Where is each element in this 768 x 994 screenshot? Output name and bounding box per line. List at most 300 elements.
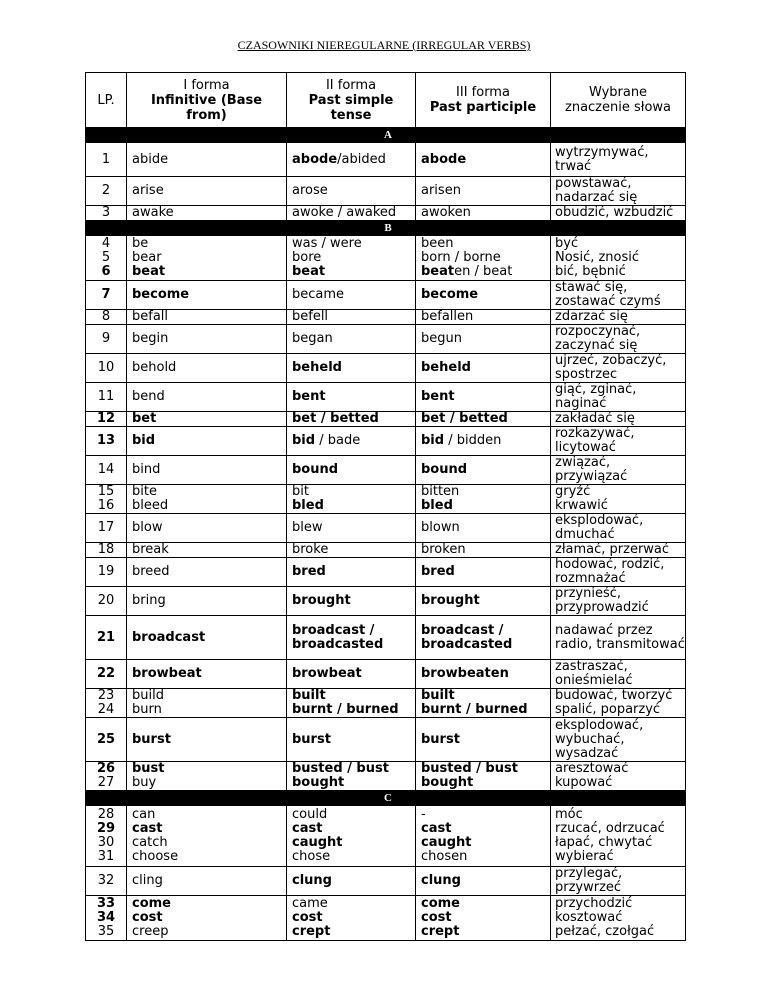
meaning-text: przylegać, przywrzeć bbox=[555, 866, 623, 895]
past-participle-cell bbox=[416, 354, 551, 383]
cell-text: 25 bbox=[96, 731, 116, 747]
cell-text: built bbox=[292, 688, 326, 703]
infinitive-cell bbox=[127, 896, 287, 941]
cell-text: 34 bbox=[96, 910, 116, 925]
row-number bbox=[86, 143, 127, 177]
past-participle-cell bbox=[416, 689, 551, 718]
cell-text: bred bbox=[421, 564, 455, 579]
table-body bbox=[86, 128, 686, 941]
cell-text: bear bbox=[132, 250, 162, 265]
meaning-text: pełzać, czołgać bbox=[555, 924, 655, 939]
row-number bbox=[86, 689, 127, 718]
past-participle-cell bbox=[416, 456, 551, 485]
meaning-text: wybierać bbox=[555, 849, 614, 864]
meaning-text: krwawić bbox=[555, 498, 608, 513]
cell-text: breed bbox=[132, 564, 170, 579]
cell-text: cost bbox=[421, 910, 452, 925]
cell-text: 13 bbox=[96, 433, 116, 448]
cell-text: 18 bbox=[97, 542, 115, 557]
cell-text: was / were bbox=[292, 236, 362, 251]
row-number bbox=[86, 325, 127, 354]
cell-text: came bbox=[292, 896, 328, 911]
meaning-text: hodować, rodzić, rozmnażać bbox=[555, 557, 665, 586]
table-row bbox=[86, 689, 686, 718]
past-participle-cell bbox=[416, 310, 551, 325]
cell-text: bust bbox=[132, 761, 165, 776]
cell-text: chose bbox=[292, 849, 331, 864]
meaning-cell bbox=[551, 543, 686, 558]
cell-text: bit bbox=[292, 484, 309, 499]
cell-text: browbeat bbox=[292, 666, 362, 681]
table-row bbox=[86, 383, 686, 412]
meaning-cell bbox=[551, 660, 686, 689]
meaning-text: zastraszać, onieśmielać bbox=[555, 659, 633, 688]
infinitive-cell bbox=[127, 236, 287, 281]
meaning-text: stawać się, zostawać czymś bbox=[555, 280, 661, 309]
cell-text: broadcasted bbox=[292, 636, 384, 652]
past-participle-cell bbox=[416, 660, 551, 689]
meaning-cell bbox=[551, 762, 686, 791]
cell-text: broke bbox=[292, 542, 329, 557]
cell-text: bid bbox=[132, 433, 156, 448]
row-number bbox=[86, 543, 127, 558]
cell-text: bet / betted bbox=[292, 411, 379, 426]
infinitive-cell bbox=[127, 485, 287, 514]
cell-text: arisen bbox=[421, 183, 461, 198]
table-row bbox=[86, 718, 686, 762]
cell-text: come bbox=[132, 896, 171, 911]
meaning-text: Nosić, znosić bbox=[555, 250, 640, 265]
past-participle-cell bbox=[416, 412, 551, 427]
meaning-text: giąć, zginać, naginać bbox=[555, 382, 637, 411]
cell-text: beheld bbox=[292, 360, 342, 375]
cell-text: become bbox=[421, 287, 479, 302]
cell-text: cling bbox=[132, 873, 163, 888]
infinitive-cell bbox=[127, 660, 287, 689]
cell-text: 4 bbox=[101, 236, 111, 251]
table-row bbox=[86, 236, 686, 281]
meaning-text: spalić, poparzyć bbox=[555, 702, 661, 717]
cell-text: burnt / burned bbox=[421, 702, 528, 717]
row-number bbox=[86, 383, 127, 412]
cell-text: busted / bust bbox=[292, 761, 389, 776]
cell-text: choose bbox=[132, 849, 179, 864]
meaning-cell bbox=[551, 383, 686, 412]
meaning-text: obudzić, wzbudzić bbox=[555, 205, 674, 220]
cell-text: 14 bbox=[97, 462, 115, 477]
past-participle-cell bbox=[416, 587, 551, 616]
cell-text: bore bbox=[292, 250, 322, 265]
cell-text: broadcasted bbox=[421, 636, 513, 652]
past-participle-cell bbox=[416, 236, 551, 281]
cell-text: 19 bbox=[97, 564, 115, 579]
infinitive-cell bbox=[127, 689, 287, 718]
cell-text: bet / betted bbox=[421, 411, 508, 426]
cell-text: beaten / beat bbox=[421, 264, 513, 279]
past-participle-cell bbox=[416, 427, 551, 456]
past-simple-cell bbox=[287, 867, 416, 896]
past-simple-cell bbox=[287, 558, 416, 587]
cell-text: 3 bbox=[101, 205, 111, 220]
cell-text: blown bbox=[421, 520, 460, 535]
row-number bbox=[86, 762, 127, 791]
meaning-text: nadawać przez radio, transmitować bbox=[555, 622, 685, 652]
past-participle-cell bbox=[416, 325, 551, 354]
past-participle-cell bbox=[416, 485, 551, 514]
meaning-cell bbox=[551, 806, 686, 867]
cell-text: 16 bbox=[97, 498, 115, 513]
cell-text: buy bbox=[132, 775, 157, 790]
infinitive-cell bbox=[127, 616, 287, 660]
infinitive-cell bbox=[127, 718, 287, 762]
table-row bbox=[86, 412, 686, 427]
cell-text: 7 bbox=[101, 287, 111, 302]
meaning-cell bbox=[551, 310, 686, 325]
cell-text: abode bbox=[421, 151, 467, 167]
past-participle-cell bbox=[416, 558, 551, 587]
past-simple-cell bbox=[287, 177, 416, 206]
past-simple-cell bbox=[287, 514, 416, 543]
cell-text: 11 bbox=[97, 389, 115, 404]
cell-text: bled bbox=[421, 498, 453, 513]
past-simple-cell bbox=[287, 325, 416, 354]
past-participle-cell bbox=[416, 896, 551, 941]
cell-text: 12 bbox=[96, 411, 116, 426]
infinitive-cell bbox=[127, 383, 287, 412]
table-row bbox=[86, 485, 686, 514]
cell-text: built bbox=[421, 688, 455, 703]
cell-text: cast bbox=[292, 821, 323, 836]
past-simple-cell bbox=[287, 236, 416, 281]
past-simple-cell bbox=[287, 143, 416, 177]
meaning-text: aresztować bbox=[555, 761, 629, 776]
meaning-text: być bbox=[555, 236, 579, 251]
meaning-text: eksplodować, dmuchać bbox=[555, 513, 644, 542]
cell-text: began bbox=[292, 331, 333, 346]
header-infinitive: I forma Infinitive (Base from) bbox=[127, 73, 287, 128]
row-number bbox=[86, 867, 127, 896]
past-simple-cell bbox=[287, 543, 416, 558]
cell-text: 9 bbox=[101, 331, 111, 346]
cell-text: build bbox=[132, 688, 164, 703]
cell-text: bound bbox=[421, 462, 468, 477]
meaning-cell bbox=[551, 206, 686, 221]
cell-text: beheld bbox=[421, 360, 471, 375]
cell-text: beat bbox=[132, 264, 166, 279]
header-meaning: Wybrane znaczenie słowa bbox=[551, 73, 686, 128]
cell-text: bitten bbox=[421, 484, 460, 499]
row-number bbox=[86, 514, 127, 543]
meaning-text: powstawać, nadarzać się bbox=[555, 176, 638, 205]
cell-text: be bbox=[132, 236, 149, 251]
table-row bbox=[86, 514, 686, 543]
meaning-text: móc bbox=[555, 807, 583, 822]
cell-text: arose bbox=[292, 183, 328, 198]
cell-text: 22 bbox=[96, 666, 116, 681]
past-simple-cell bbox=[287, 660, 416, 689]
header-row bbox=[86, 73, 686, 128]
cell-text: browbeat bbox=[132, 666, 202, 681]
row-number bbox=[86, 616, 127, 660]
table-row bbox=[86, 325, 686, 354]
cell-text: can bbox=[132, 807, 156, 822]
header-past-participle: III forma Past participle bbox=[416, 73, 551, 128]
cell-text: beat bbox=[292, 264, 326, 279]
past-simple-cell bbox=[287, 896, 416, 941]
past-simple-cell bbox=[287, 456, 416, 485]
cell-text: awoke / awaked bbox=[292, 205, 397, 220]
infinitive-cell bbox=[127, 354, 287, 383]
past-participle-cell bbox=[416, 206, 551, 221]
cell-text: burst bbox=[421, 731, 460, 747]
table-row bbox=[86, 762, 686, 791]
table-row bbox=[86, 177, 686, 206]
cell-text: 29 bbox=[96, 821, 116, 836]
cell-text: bled bbox=[292, 498, 324, 513]
table-row bbox=[86, 806, 686, 867]
table-row bbox=[86, 354, 686, 383]
row-number bbox=[86, 427, 127, 456]
past-participle-cell bbox=[416, 806, 551, 867]
meaning-cell bbox=[551, 412, 686, 427]
meaning-cell bbox=[551, 427, 686, 456]
infinitive-cell bbox=[127, 427, 287, 456]
cell-text: 28 bbox=[97, 807, 115, 822]
meaning-text: eksplodować, wybuchać, wysadzać bbox=[555, 717, 644, 761]
past-simple-cell bbox=[287, 718, 416, 762]
meaning-cell bbox=[551, 718, 686, 762]
cell-text: bet bbox=[132, 411, 157, 426]
cell-text: 17 bbox=[97, 520, 115, 535]
cell-text: broadcast bbox=[132, 629, 206, 645]
row-number bbox=[86, 281, 127, 310]
cell-text: bid / bade bbox=[292, 433, 361, 448]
cell-text: cast bbox=[421, 821, 452, 836]
cell-text: begun bbox=[421, 331, 462, 346]
cell-text: burst bbox=[292, 731, 331, 747]
cell-text: bleed bbox=[132, 498, 169, 513]
cell-text: bind bbox=[132, 462, 161, 477]
cell-text: creep bbox=[132, 924, 169, 939]
past-participle-cell bbox=[416, 143, 551, 177]
cell-text: blow bbox=[132, 520, 163, 535]
cell-text: 20 bbox=[97, 593, 115, 608]
cell-text: become bbox=[132, 287, 190, 302]
meaning-cell bbox=[551, 485, 686, 514]
infinitive-cell bbox=[127, 587, 287, 616]
cell-text: 24 bbox=[97, 702, 115, 717]
cell-text: bring bbox=[132, 593, 166, 608]
cell-text: browbeaten bbox=[421, 666, 509, 681]
past-participle-cell bbox=[416, 718, 551, 762]
cell-text: 23 bbox=[97, 688, 115, 703]
past-participle-cell bbox=[416, 383, 551, 412]
row-number bbox=[86, 310, 127, 325]
cell-text: crept bbox=[292, 924, 331, 939]
table-row bbox=[86, 660, 686, 689]
cell-text: burn bbox=[132, 702, 162, 717]
meaning-text: rozkazywać, licytować bbox=[555, 426, 635, 455]
cell-text: broadcast / bbox=[421, 622, 504, 638]
row-number bbox=[86, 236, 127, 281]
cell-text: break bbox=[132, 542, 169, 557]
cell-text: catch bbox=[132, 835, 168, 850]
row-number bbox=[86, 177, 127, 206]
past-simple-cell bbox=[287, 762, 416, 791]
cell-text: bought bbox=[421, 775, 474, 790]
meaning-text: bić, bębnić bbox=[555, 264, 626, 279]
infinitive-cell bbox=[127, 456, 287, 485]
past-participle-cell bbox=[416, 616, 551, 660]
meaning-cell bbox=[551, 354, 686, 383]
cell-text: 6 bbox=[101, 264, 111, 279]
past-simple-cell bbox=[287, 427, 416, 456]
past-simple-cell bbox=[287, 587, 416, 616]
cell-text: broadcast / bbox=[292, 622, 375, 638]
cell-text: burst bbox=[132, 731, 171, 747]
cell-text: caught bbox=[292, 835, 343, 850]
cell-text: - bbox=[421, 807, 426, 822]
infinitive-cell bbox=[127, 206, 287, 221]
infinitive-cell bbox=[127, 412, 287, 427]
meaning-cell bbox=[551, 177, 686, 206]
row-number bbox=[86, 354, 127, 383]
cell-text: cast bbox=[132, 821, 163, 836]
table-row bbox=[86, 587, 686, 616]
cell-text: chosen bbox=[421, 849, 468, 864]
row-number bbox=[86, 558, 127, 587]
meaning-text: gryźć bbox=[555, 484, 591, 499]
meaning-cell bbox=[551, 896, 686, 941]
meaning-cell bbox=[551, 325, 686, 354]
row-number bbox=[86, 456, 127, 485]
table-row bbox=[86, 867, 686, 896]
meaning-text: łapać, chwytać bbox=[555, 835, 653, 850]
meaning-cell bbox=[551, 558, 686, 587]
meaning-text: zakładać się bbox=[555, 411, 635, 426]
row-number bbox=[86, 718, 127, 762]
cell-text: abide bbox=[132, 151, 169, 167]
section-header-b bbox=[86, 221, 686, 236]
cell-text: 32 bbox=[97, 873, 115, 888]
cell-text: caught bbox=[421, 835, 472, 850]
infinitive-cell bbox=[127, 558, 287, 587]
cell-text: cost bbox=[132, 910, 163, 925]
cell-text: 26 bbox=[96, 761, 116, 776]
past-participle-cell bbox=[416, 762, 551, 791]
meaning-text: rozpoczynać, zaczynać się bbox=[555, 324, 641, 353]
row-number bbox=[86, 896, 127, 941]
cell-text: 5 bbox=[101, 250, 111, 265]
irregular-verbs-table bbox=[85, 72, 686, 941]
cell-text: befall bbox=[132, 309, 169, 324]
section-header-a bbox=[86, 128, 686, 143]
cell-text: 21 bbox=[96, 629, 116, 645]
cell-text: clung bbox=[421, 873, 461, 888]
cell-text: begin bbox=[132, 331, 169, 346]
cell-text: burnt / burned bbox=[292, 702, 399, 717]
cell-text: 10 bbox=[97, 360, 115, 375]
infinitive-cell bbox=[127, 281, 287, 310]
cell-text: bite bbox=[132, 484, 157, 499]
past-participle-cell bbox=[416, 543, 551, 558]
past-simple-cell bbox=[287, 383, 416, 412]
cell-text: befallen bbox=[421, 309, 474, 324]
cell-text: bid / bidden bbox=[421, 433, 502, 448]
table-row bbox=[86, 143, 686, 177]
meaning-text: zdarzać się bbox=[555, 309, 628, 324]
cell-text: 1 bbox=[101, 151, 111, 167]
table-row bbox=[86, 616, 686, 660]
meaning-text: kosztować bbox=[555, 910, 623, 925]
cell-text: 35 bbox=[97, 924, 115, 939]
meaning-text: kupować bbox=[555, 775, 613, 790]
past-simple-cell bbox=[287, 310, 416, 325]
cell-text: bought bbox=[292, 775, 345, 790]
cell-text: crept bbox=[421, 924, 460, 939]
row-number bbox=[86, 806, 127, 867]
cell-text: clung bbox=[292, 873, 332, 888]
past-simple-cell bbox=[287, 281, 416, 310]
table-row bbox=[86, 281, 686, 310]
cell-text: awoken bbox=[421, 205, 471, 220]
infinitive-cell bbox=[127, 806, 287, 867]
past-participle-cell bbox=[416, 514, 551, 543]
cell-text: bent bbox=[292, 389, 326, 404]
infinitive-cell bbox=[127, 867, 287, 896]
row-number bbox=[86, 660, 127, 689]
past-participle-cell bbox=[416, 867, 551, 896]
meaning-cell bbox=[551, 867, 686, 896]
table-row bbox=[86, 206, 686, 221]
past-simple-cell bbox=[287, 689, 416, 718]
infinitive-cell bbox=[127, 543, 287, 558]
cell-text: busted / bust bbox=[421, 761, 518, 776]
header-past-simple: II forma Past simple tense bbox=[287, 73, 416, 128]
cell-text: bound bbox=[292, 462, 339, 477]
table-row bbox=[86, 456, 686, 485]
past-simple-cell bbox=[287, 354, 416, 383]
meaning-text: złamać, przerwać bbox=[555, 542, 670, 557]
cell-text: abode/abided bbox=[292, 151, 386, 167]
document-title: CZASOWNIKI NIEREGULARNE (IRREGULAR VERBS) bbox=[237, 38, 531, 52]
cell-text: cost bbox=[292, 910, 323, 925]
table-row bbox=[86, 310, 686, 325]
cell-text: 33 bbox=[96, 896, 116, 911]
meaning-cell bbox=[551, 514, 686, 543]
cell-text: bred bbox=[292, 564, 326, 579]
table-row bbox=[86, 896, 686, 941]
cell-text: arise bbox=[132, 183, 164, 198]
past-simple-cell bbox=[287, 206, 416, 221]
header-lp: LP. bbox=[86, 73, 127, 128]
table-row bbox=[86, 427, 686, 456]
row-number bbox=[86, 206, 127, 221]
cell-text: come bbox=[421, 896, 460, 911]
meaning-cell bbox=[551, 689, 686, 718]
meaning-cell bbox=[551, 143, 686, 177]
infinitive-cell bbox=[127, 177, 287, 206]
meaning-text: przychodzić bbox=[555, 896, 633, 911]
section-letter: C bbox=[86, 791, 686, 806]
past-simple-cell bbox=[287, 616, 416, 660]
infinitive-cell bbox=[127, 762, 287, 791]
row-number bbox=[86, 412, 127, 427]
section-letter: B bbox=[86, 221, 686, 236]
cell-text: 31 bbox=[97, 849, 115, 864]
meaning-text: budować, tworzyć bbox=[555, 688, 673, 703]
cell-text: bent bbox=[421, 389, 455, 404]
